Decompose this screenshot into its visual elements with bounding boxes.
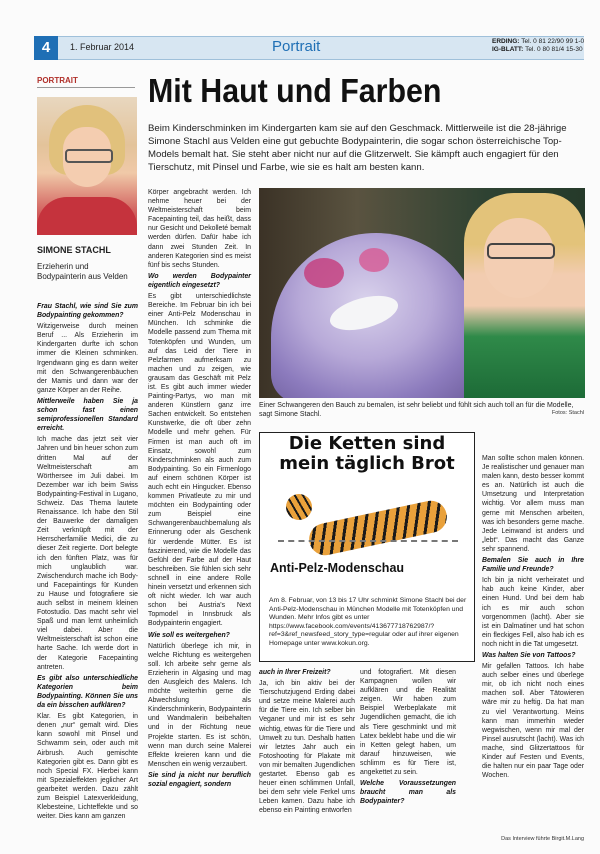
text-column-1 [37,302,138,823]
photo-credit: Fotos: Stachl [551,410,584,416]
portrait-photo [37,97,137,235]
answer: Witzigerweise durch meinen Beruf ... Als Erzieherin im Kindergarten durfte ich schon immer die Kleinen schminken. Irgendwann ging es dann weiter mit den Schwangerenbäuchen der Mamis und dann war der ganze Körper an der Reihe. [37,323,138,394]
event-box-image [268,482,468,562]
sidebar-divider [37,87,135,88]
question: Mittlerweile haben Sie ja schon fast einen semiprofessionellen Standard erreicht. [37,397,138,433]
photo-caption: Einer Schwangeren den Bauch zu bemalen, ist sehr beliebt und fühlt sich auch toll an für die Modelle, sagt Simone Stachl. [259,402,574,418]
answer: Man sollte schon malen können. Je realistischer und genauer man malen kann, desto besser kommt es an. Natürlich ist auch die Umsetzung und Interpretation wichtig. Vor allem muss man gerne mit Menschen arbeiten, was ich besonders gerne mache. Jede Leinwand ist anders und „lebt“. Das macht das Ganze sehr spannend. [482,455,584,553]
question: Was halten Sie von Tattoos? [482,651,576,659]
event-box-subtitle: Anti-Pelz-Modenschau [270,561,405,575]
text-column-5 [482,454,584,782]
answer: Ich bin ja nicht verheiratet und hab auch keine Kinder, aber einen Hund. Und bei dem hab ich es mir auch schon vorgenommen (lacht). Aber sie ist ein Dalmatiner und hat schon ein fleckiges Fell, also hab ich es noch nicht in die Tat umgesetzt. [482,577,584,648]
answer: Es gibt unterschiedlichste Bereiche. Im Februar bin ich bei einer Anti-Pelz Modenschau in München. Ich schminke die Modelle passend zum Thema mit Totenköpfen und Wunden, um auf das Leid der Tiere in Pelzfarmen aufmerksam zu machen und zu zeigen, wie grausam das Geschäft mit Pelz ist. Es gibt auch immer wieder Painting-Partys, wo man mit anderen Künstlern ganz irre Sachen entwickelt. So entstehen Kunstwerke, die oft über zehn Modelle und mehr gehen. Für Firmen ist man auch oft im Einsatz, sowohl zum Kinderschminken als auch zum Bodypainting. So ein Firmenlogo auf einem schönen Körper ist auch echt ein Hingucker. Ebenso kommen Privatleute zu mir und möchten ein Bodypainting oder zum Beispiel eine Schwangerenbauchbemalung als Erinnerung oder als Geschenk für werdende Mütter. Es ist faszinierend, wie die Modelle das Gefühl der Farbe auf der Haut beschreiben. Sie fühlen sich sehr schnell in eine andere Rolle hinein versetzt und erkennen sich oft nicht wieder. Ich war auch schon bei Austria's Next Topmodel in Innsbruck als Bodypainterin engagiert. [148,293,251,628]
bodypainting-photo [259,188,585,398]
answer: Natürlich überlege ich mir, in welche Richtung es weitergehen soll. Ich arbeite sehr gerne als Erzieherin in Algasing und mag den Ausgleich des Malens. Ich möchte weiterhin gerne die Abwechslung als Kinderschminkerin, Bodypainterin und Wandmalerin beibehalten und in der Richtung neue Projekte starten. Es ist schön, wenn man durch seine Malerei Effekte kreieren kann und die Menschen ein wenig verzaubert. [148,642,251,768]
text-column-3 [259,668,355,818]
event-box-text: Am 8. Februar, von 13 bis 17 Uhr schminkt Simone Stachl bei der Anti-Pelz-Modenschau in München Modelle mit Totenköpfen und Wunden. Mehr Infos gibt es unter https://www.facebook.com/events/413677718762987/?ref=3&ref_newsfeed_story_type=regular oder auf ihrer eigenen Homepage unter www.kokun.org. [269,597,467,647]
portrait-role: Erzieherin und Bodypainterin aus Velden [37,262,128,281]
text-column-2 [148,188,251,791]
contact-erding-label: ERDING: [492,38,520,45]
question: Es gibt also unterschiedliche Kategorien beim Bodypainting. Können Sie uns da ein bisschen aufklären? [37,674,138,710]
question: Bemalen Sie auch in Ihre Familie und Freunde? [482,557,584,574]
question: Wo werden Bodypainter eigentlich eingesetzt? [148,272,251,289]
contact-erding-value: Tel. 0 81 22/90 99 1-0 [521,38,585,45]
event-box-title: Die Ketten sind mein täglich Brot [279,433,455,474]
issue-date: 1. Februar 2014 [70,42,135,52]
answer: und fotografiert. Mit diesen Kampagnen wollen wir aufklären und die Realität zeigen. Wir haben zum Beispiel Werbeplakate mit Jugendlichen gemacht, die ich als Tiere geschminkt und mit Latex beklebt habe und die wir in Ketten gelegt haben, um darauf hinzuweisen, wie schlimm es für Tiere ist, angekettet zu sein. [360,669,456,777]
answer: Ja, ich bin aktiv bei der Tierschutzjugend Erding dabei und setze meine Malerei auch für die Tiere ein. Ich selber bin Veganer und mir ist es sehr wichtig, etwas für die Tiere und Umwelt zu tun. Deshalb hatten wir letztes Jahr auch ein Fotoshooting für Plakate mit von mir bemalten Jugendlichen gestartet. Ebenso gab es heuer einen schlimmen Unfall, bei dem sehr viele Ferkel ums Leben kamen. Dazu habe ich ebenso ein Painting entworfen [259,680,355,815]
text-column-4 [360,668,456,808]
portrait-name: SIMONE STACHL [37,245,111,255]
headline: Mit Haut und Farben [148,72,442,109]
answer: Ich mache das jetzt seit vier Jahren und bin heuer schon zum dritten Mal auf der Weltmeisterschaft am Wörthersee im Juli dabei. Im Dezember war ich beim Swiss Bodypainting-Festival in Lugano, Schweiz. Das Thema lautete Renaissance. Ich habe den Stil der Bauwerke der damaligen Zeit verknüpft mit der Herrscherfamilie Medici, die zu dieser Zeit regierte. Dort belegte ich den fünften Platz, was für mich unglaublich war. Zwischendurch mache ich Body- und Facepaintings für Kunden zu Hause und fotografiere sie auch selbst in meinem kleinen Fotostudio. Das macht sehr viel Spaß und man lernt unheimlich viel dabei. Aber die Weltmeisterschaft ist schon eine harte Sache. Ich werde dort in der Kategorie Facepainting antreten. [37,436,138,671]
answer: Klar. Es gibt Kategorien, in denen „nur“ gemalt wird. Dies kann sowohl mit Pinsel und Schwamm sein, oder auch mit Airbrush. Auch gemischte Kategorien gibt es. Dann gibt es noch Special FX. Hierbei kann mit Spezialeffekten jeglicher Art gearbeitet werden. Dazu zählt zum Beispiel Latexverkleidung, Klebesteine, Lichteffekte und so weiter. Dies kann am ganzen [37,713,138,821]
sidebar-tag: PORTRAIT [37,76,78,85]
contact-info [492,38,584,54]
question: Sie sind ja nicht nur beruflich sozial engagiert, sondern [148,771,251,788]
question: Wie soll es weitergehen? [148,631,230,639]
question: Frau Stachl, wie sind Sie zum Bodypainting gekommen? [37,303,138,320]
answer: Mir gefallen Tattoos. Ich habe auch selber eines und überlege mir, ob ich nicht noch eines machen soll. Aber Tätowieren wäre mir zu heftig. Da hat man zu viel Verantwortung. Meins kann man immerhin wieder wegwischen, wenn mir mal der Pinsel ausrutscht (lacht). Was ich mache, sind Glitzertattoos für Kinder auf Festen und Events, die halten nur ein paar Tage oder Wochen. [482,663,584,780]
section-title: Portrait [272,38,321,55]
contact-igblatt-value: Tel. 0 80 81/4 15-30 [525,46,583,53]
answer: Körper angebracht werden. Ich nehme heuer bei der Weltmeisterschaft beim Facepainting teil, das heißt, dass nur Gesicht und Dekolleté bemalt werden dürfen. Dafür habe ich dann zwei Stunden Zeit. In anderen Kategorien sind es meist fünf bis sechs Stunden. [148,189,251,269]
interview-credit: Das Interview führte Birgit.M.Lang [501,836,584,842]
question: auch in Ihrer Freizeit? [259,669,331,676]
question: Welche Voraussetzungen braucht man als Bodypainter? [360,780,456,806]
contact-igblatt-label: IG-BLATT: [492,46,524,53]
lead-paragraph: Beim Kinderschminken im Kindergarten kam sie auf den Geschmack. Mittlerweile ist die 28-jährige Simone Stachl aus Velden eine gut gebuchte Bodypainterin, die sogar schon österreichische Top-Models bemalt hat. Sie steht aber nicht nur auf die Glitzerwelt. Sie kämpft auch engagiert für den Tierschutz, mit Pinsel und Farbe, wie sie es halt am besten kann. [148,123,567,173]
page-number: 4 [34,36,58,60]
